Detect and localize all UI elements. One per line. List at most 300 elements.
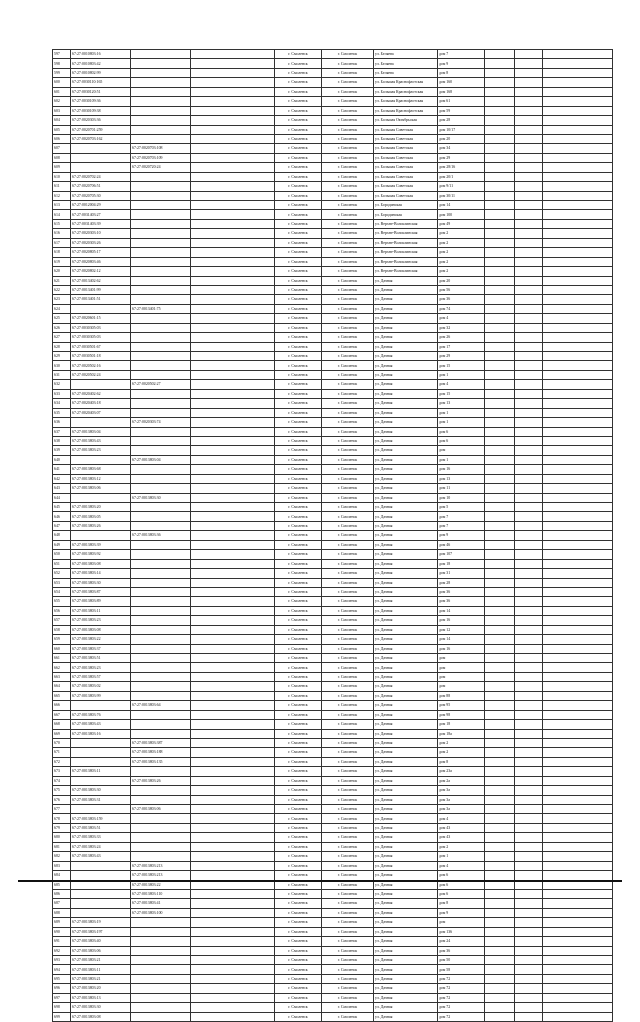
empty-cell [191,616,275,625]
city-cell: г. Смоленск [275,965,322,974]
house-cell: дом 18 [438,720,485,729]
house-cell: дом 1 [438,455,485,464]
empty-cell [543,465,613,474]
empty-cell [485,899,515,908]
house-cell: дом 6 [438,427,485,436]
empty-cell [485,436,515,445]
cadastral-number-cell: 67:27:0020303:26 [71,238,131,247]
city-cell: г. Смоленск [275,531,322,540]
cadastral-number-alt-cell [131,106,191,115]
city-cell: г. Смоленск [275,889,322,898]
empty-cell [485,182,515,191]
cadastral-number-alt-cell [131,399,191,408]
cadastral-number-cell: 67:27:0020403:07 [71,408,131,417]
cadastral-number-alt-cell [131,606,191,615]
street-cell: ул. Большая Советская [374,134,438,143]
house-cell: дом 36 [438,587,485,596]
table-row [53,984,613,993]
empty-cell [515,701,543,710]
empty-cell [543,569,613,578]
cadastral-number-alt-cell: 67:27:0020502:27 [131,380,191,389]
empty-cell [485,974,515,983]
empty-cell [485,757,515,766]
cadastral-number-cell [71,380,131,389]
empty-cell [543,153,613,162]
cadastral-number-cell: 67:27:0013803:43 [71,852,131,861]
table-row [53,1012,613,1021]
empty-cell [543,342,613,351]
locality-cell: г. Смоленск [322,342,374,351]
city-cell: г. Смоленск [275,238,322,247]
empty-cell [515,342,543,351]
street-cell: ул. Дачная [374,578,438,587]
empty-cell [191,210,275,219]
empty-cell [485,229,515,238]
cadastral-number-alt-cell [131,342,191,351]
empty-cell [485,625,515,634]
row-number-cell: 674 [53,776,71,785]
row-number-cell: 612 [53,191,71,200]
empty-cell [543,248,613,257]
locality-cell: г. Смоленск [322,672,374,681]
empty-cell [191,182,275,191]
empty-cell [515,937,543,946]
locality-cell: г. Смоленск [322,144,374,153]
cadastral-number-alt-cell [131,361,191,370]
empty-cell [191,729,275,738]
table-row [53,1003,613,1012]
empty-cell [515,795,543,804]
row-number-cell: 613 [53,201,71,210]
table-row [53,238,613,247]
city-cell: г. Смоленск [275,304,322,313]
empty-cell [485,248,515,257]
empty-cell [543,597,613,606]
street-cell: ул. Дачная [374,691,438,700]
empty-cell [543,965,613,974]
empty-cell [515,993,543,1002]
empty-cell [485,550,515,559]
empty-cell [485,314,515,323]
locality-cell: г. Смоленск [322,814,374,823]
cadastral-number-alt-cell [131,1003,191,1012]
cadastral-number-alt-cell [131,182,191,191]
locality-cell: г. Смоленск [322,597,374,606]
cadastral-number-alt-cell [131,993,191,1002]
locality-cell: г. Смоленск [322,654,374,663]
row-number-cell: 643 [53,484,71,493]
cadastral-number-cell: 67:27:0030120:51 [71,87,131,96]
empty-cell [543,210,613,219]
locality-cell: г. Смоленск [322,163,374,172]
empty-cell [543,399,613,408]
empty-cell [543,625,613,634]
locality-cell: г. Смоленск [322,956,374,965]
street-cell: ул. Дачная [374,446,438,455]
table-row [53,691,613,700]
row-number-cell: 633 [53,389,71,398]
locality-cell: г. Смоленск [322,710,374,719]
row-number-cell: 631 [53,370,71,379]
row-number-cell: 607 [53,144,71,153]
house-cell: дом 3а [438,795,485,804]
street-cell: ул. Дачная [374,738,438,747]
cadastral-number-cell: 67:27:0012004:29 [71,201,131,210]
city-cell: г. Смоленск [275,87,322,96]
empty-cell [191,786,275,795]
table-row [53,314,613,323]
house-cell: дом 1 [438,370,485,379]
house-cell: дом 30/11 [438,191,485,200]
empty-cell [543,993,613,1002]
empty-cell [485,814,515,823]
street-cell: ул. Дачная [374,625,438,634]
city-cell: г. Смоленск [275,616,322,625]
cadastral-number-alt-cell [131,597,191,606]
empty-cell [485,521,515,530]
empty-cell [543,550,613,559]
cadastral-number-alt-cell: 67:27:0013803:36 [131,531,191,540]
locality-cell: г. Смоленск [322,748,374,757]
empty-cell [485,701,515,710]
empty-cell [515,833,543,842]
house-cell: дом 7 [438,521,485,530]
city-cell: г. Смоленск [275,786,322,795]
city-cell: г. Смоленск [275,956,322,965]
empty-cell [191,125,275,134]
empty-cell [515,616,543,625]
street-cell: ул. Дачная [374,285,438,294]
empty-cell [485,295,515,304]
cadastral-number-alt-cell [131,116,191,125]
locality-cell: г. Смоленск [322,899,374,908]
cadastral-number-cell: 67:27:0030109:36 [71,97,131,106]
empty-cell [485,644,515,653]
empty-cell [515,333,543,342]
city-cell: г. Смоленск [275,418,322,427]
street-cell: ул. Дачная [374,342,438,351]
empty-cell [191,701,275,710]
row-number-cell: 625 [53,314,71,323]
empty-cell [515,654,543,663]
empty-cell [191,569,275,578]
empty-cell [543,493,613,502]
empty-cell [515,285,543,294]
locality-cell: г. Смоленск [322,182,374,191]
street-cell: ул. Дачная [374,946,438,955]
empty-cell [543,729,613,738]
document-sheet [52,49,612,1022]
empty-cell [485,116,515,125]
empty-cell [515,436,543,445]
locality-cell: г. Смоленск [322,644,374,653]
table-row [53,663,613,672]
empty-cell [543,559,613,568]
cadastral-number-alt-cell [131,569,191,578]
city-cell: г. Смоленск [275,852,322,861]
empty-cell [485,908,515,917]
empty-cell [543,927,613,936]
street-cell: ул. Дачная [374,833,438,842]
cadastral-number-alt-cell [131,50,191,59]
street-cell: ул. Верхне-Волоклинская [374,219,438,228]
street-cell: ул. Дачная [374,767,438,776]
empty-cell [485,323,515,332]
cadastral-number-cell: 67:27:0013803:20 [71,503,131,512]
table-row [53,597,613,606]
empty-cell [515,503,543,512]
empty-cell [543,219,613,228]
house-cell: дом 17 [438,342,485,351]
row-number-cell: 688 [53,908,71,917]
city-cell: г. Смоленск [275,342,322,351]
empty-cell [515,767,543,776]
city-cell: г. Смоленск [275,295,322,304]
row-number-cell: 656 [53,606,71,615]
empty-cell [485,786,515,795]
city-cell: г. Смоленск [275,927,322,936]
cadastral-number-cell: 67:27:0013803:33 [71,833,131,842]
row-number-cell: 618 [53,248,71,257]
table-row [53,380,613,389]
empty-cell [485,842,515,851]
cadastral-number-alt-cell: 67:27:0013803:100 [131,908,191,917]
locality-cell: г. Смоленск [322,823,374,832]
empty-cell [485,210,515,219]
empty-cell [515,974,543,983]
empty-cell [485,50,515,59]
cadastral-number-cell: 67:27:0013803:51 [71,654,131,663]
table-row [53,361,613,370]
house-cell: дом 168 [438,87,485,96]
street-cell: ул. Верхне-Волоклинская [374,257,438,266]
empty-cell [485,993,515,1002]
row-number-cell: 646 [53,512,71,521]
table-row [53,757,613,766]
empty-cell [485,484,515,493]
street-cell: ул. Дачная [374,748,438,757]
street-cell: ул. Дачная [374,974,438,983]
empty-cell [485,663,515,672]
empty-cell [191,493,275,502]
row-number-cell: 645 [53,503,71,512]
house-cell: дом 59 [438,106,485,115]
street-cell: ул. Дачная [374,493,438,502]
city-cell: г. Смоленск [275,937,322,946]
street-cell: ул. Дачная [374,842,438,851]
empty-cell [543,333,613,342]
locality-cell: г. Смоленск [322,455,374,464]
empty-cell [191,795,275,804]
row-number-cell: 676 [53,795,71,804]
house-cell: дом 5 [438,503,485,512]
street-cell: ул. Большая Советская [374,163,438,172]
table-row [53,927,613,936]
table-row [53,427,613,436]
cadastral-number-alt-cell [131,484,191,493]
empty-cell [485,729,515,738]
empty-cell [191,776,275,785]
street-cell: ул. Дачная [374,361,438,370]
cadastral-number-alt-cell [131,352,191,361]
empty-cell [191,172,275,181]
table-row [53,408,613,417]
street-cell: ул. Беляева [374,59,438,68]
city-cell: г. Смоленск [275,389,322,398]
locality-cell: г. Смоленск [322,663,374,672]
table-row [53,889,613,898]
table-row [53,823,613,832]
empty-cell [191,823,275,832]
empty-cell [191,380,275,389]
cadastral-number-alt-cell [131,720,191,729]
table-row [53,899,613,908]
cadastral-number-alt-cell: 67:27:0020303:74 [131,418,191,427]
table-row [53,333,613,342]
empty-cell [543,946,613,955]
house-cell: дом 18а [438,729,485,738]
cadastral-number-alt-cell [131,201,191,210]
street-cell: ул. Дачная [374,927,438,936]
cadastral-number-alt-cell [131,663,191,672]
empty-cell [485,446,515,455]
empty-cell [515,578,543,587]
table-row [53,531,613,540]
street-cell: ул. Большая Краснофлотская [374,87,438,96]
table-row [53,833,613,842]
empty-cell [485,672,515,681]
row-number-cell: 597 [53,50,71,59]
empty-cell [515,465,543,474]
locality-cell: г. Смоленск [322,503,374,512]
house-cell: дом 24 [438,937,485,946]
row-number-cell: 636 [53,418,71,427]
empty-cell [191,814,275,823]
empty-cell [485,238,515,247]
empty-cell [515,512,543,521]
cadastral-number-alt-cell [131,512,191,521]
empty-cell [485,399,515,408]
cadastral-number-alt-cell [131,823,191,832]
row-number-cell: 647 [53,521,71,530]
table-row [53,484,613,493]
empty-cell [191,663,275,672]
house-cell: дом 23а [438,767,485,776]
cadastral-number-cell: 67:27:0013803:21 [71,974,131,983]
city-cell: г. Смоленск [275,59,322,68]
cadastral-number-cell: 67:27:0013401:51 [71,295,131,304]
empty-cell [515,219,543,228]
locality-cell: г. Смоленск [322,59,374,68]
city-cell: г. Смоленск [275,691,322,700]
cadastral-number-cell: 67:27:0020403:18 [71,399,131,408]
row-number-cell: 671 [53,748,71,757]
cadastral-number-alt-cell [131,521,191,530]
house-cell: дом 7 [438,512,485,521]
empty-cell [191,578,275,587]
empty-cell [485,597,515,606]
city-cell: г. Смоленск [275,587,322,596]
empty-cell [485,380,515,389]
cadastral-number-alt-cell [131,729,191,738]
row-number-cell: 686 [53,889,71,898]
cadastral-number-cell: 67:27:0030501:18 [71,352,131,361]
house-cell: дом 15 [438,389,485,398]
street-cell: ул. Верхне-Волоклинская [374,248,438,257]
cadastral-number-alt-cell: 67:27:0020720:24 [131,163,191,172]
empty-cell [543,182,613,191]
cadastral-number-cell: 67:27:0013803:23 [71,663,131,672]
city-cell: г. Смоленск [275,352,322,361]
row-number-cell: 658 [53,625,71,634]
house-cell: дом 7 [438,50,485,59]
cadastral-number-cell [71,418,131,427]
table-row [53,776,613,785]
empty-cell [543,106,613,115]
cadastral-number-alt-cell [131,276,191,285]
table-row [53,50,613,59]
row-number-cell: 682 [53,852,71,861]
empty-cell [485,144,515,153]
cadastral-number-alt-cell [131,465,191,474]
table-row [53,512,613,521]
locality-cell: г. Смоленск [322,257,374,266]
empty-cell [515,229,543,238]
empty-cell [515,427,543,436]
row-number-cell: 641 [53,465,71,474]
street-cell: ул. Большая Краснофлотская [374,106,438,115]
table-row [53,682,613,691]
house-cell: дом 14 [438,606,485,615]
cadastral-number-alt-cell: 67:27:0013803:26 [131,776,191,785]
table-row [53,871,613,880]
street-cell: ул. Дачная [374,710,438,719]
empty-cell [191,946,275,955]
table-row [53,59,613,68]
locality-cell: г. Смоленск [322,134,374,143]
empty-cell [515,965,543,974]
street-cell: ул. Большая Советская [374,125,438,134]
house-cell: дом 28 [438,116,485,125]
empty-cell [543,842,613,851]
cadastral-number-cell: 67:27:0020601:15 [71,314,131,323]
locality-cell: г. Смоленск [322,125,374,134]
city-cell: г. Смоленск [275,606,322,615]
street-cell: ул. Дачная [374,597,438,606]
empty-cell [191,748,275,757]
cadastral-number-alt-cell [131,446,191,455]
empty-cell [485,512,515,521]
street-cell: ул. Дачная [374,606,438,615]
empty-cell [485,68,515,77]
empty-cell [191,512,275,521]
cadastral-number-cell: 67:27:0031403:27 [71,210,131,219]
empty-cell [543,163,613,172]
empty-cell [191,550,275,559]
empty-cell [191,927,275,936]
row-number-cell: 600 [53,78,71,87]
city-cell: г. Смоленск [275,984,322,993]
cadastral-number-alt-cell [131,285,191,294]
empty-cell [515,757,543,766]
cadastral-number-alt-cell [131,389,191,398]
house-cell: дом 18 [438,559,485,568]
empty-cell [191,625,275,634]
house-cell: дом 43 [438,823,485,832]
empty-cell [485,427,515,436]
table-row [53,974,613,983]
street-cell: ул. Дачная [374,786,438,795]
